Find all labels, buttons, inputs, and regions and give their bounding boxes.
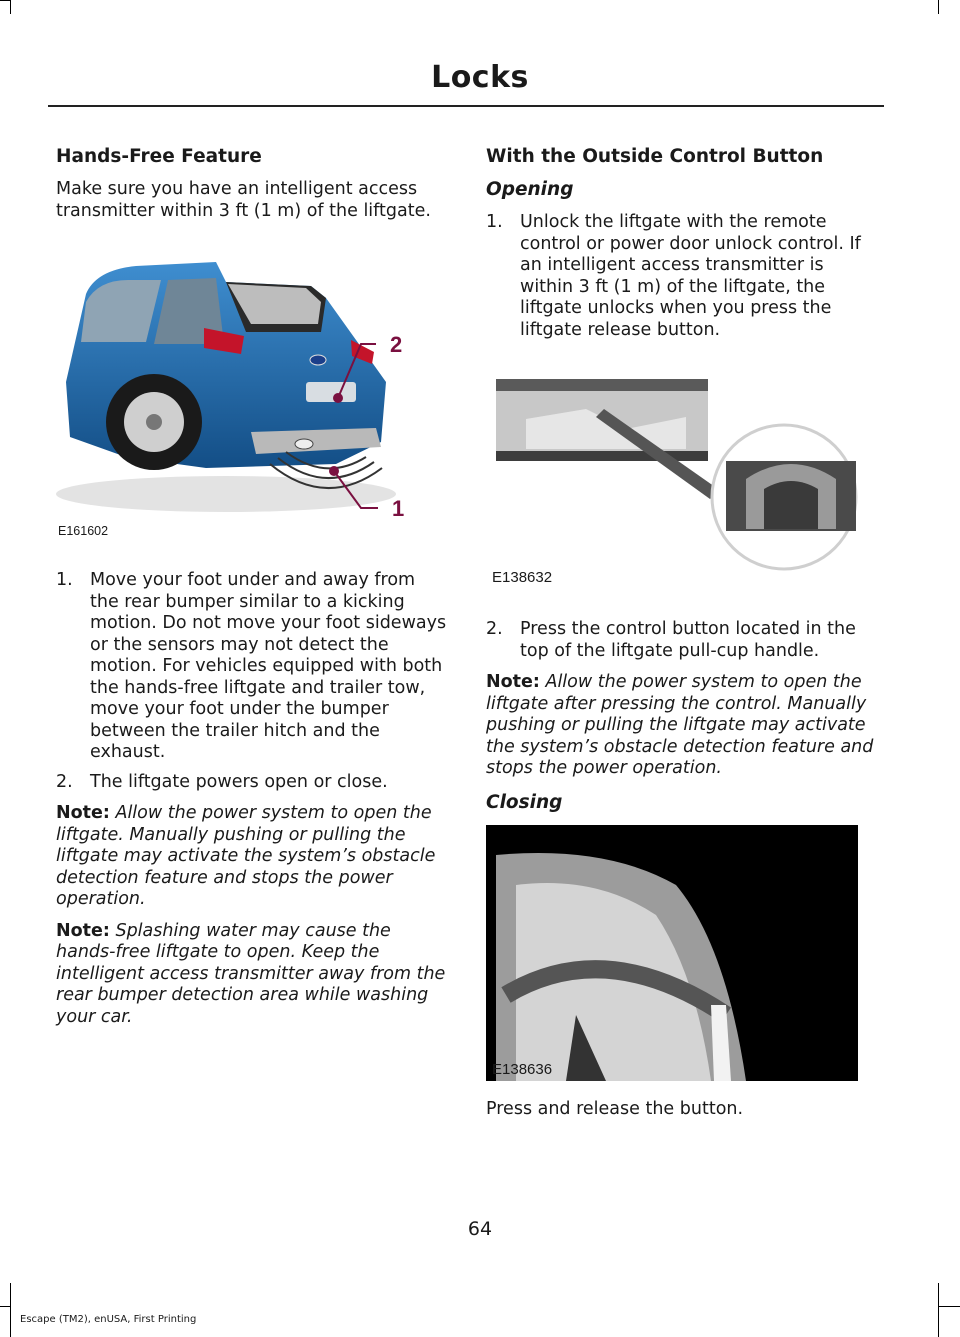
opening-steps-continued [486,619,880,662]
hands-free-steps [56,570,448,793]
right-column [486,146,880,1130]
section-heading-hands-free: Hands-Free Feature [56,146,262,167]
note-power-system: Note: Allow the power system to open the liftgate. Manually pushing or pulling the liftgate may activate the system’s obstacle detection feature and stops the power operation. [56,803,436,909]
subheading-opening: Opening [486,179,574,200]
opening-steps [486,212,880,341]
list-item: 2. The liftgate powers open or close. [56,771,388,792]
crop-mark [938,0,939,14]
crop-mark [10,1283,11,1337]
crop-mark [10,0,11,14]
list-item: 2. Press the control button located in the top of the liftgate pull-cup handle. [486,619,856,661]
liftgate-handle-illustration [486,369,880,603]
closing-button-illustration [486,825,858,1081]
figure-code: E138636 [492,1060,553,1078]
figure-hands-free-liftgate [56,232,448,554]
header-divider [48,105,884,107]
figure-code: E138632 [492,569,553,586]
figure-liftgate-button [486,369,880,603]
page-number: 64 [467,1218,493,1240]
note-outside-control: Note: Allow the power system to open the liftgate after pressing the control. Manually pushing or pulling the liftgate may activate the system’s obstacle detection feature and stops the power operation. [486,672,874,778]
crop-mark [938,1283,939,1337]
left-column [56,146,448,1038]
closing-instruction: Press and release the button. [486,1098,744,1119]
suv-rear-illustration [56,232,448,554]
list-item: 1. Move your foot under and away from the rear bumper similar to a kicking motion. Do not move your foot sideways or the sensors may not detect the motion. For vehicles equipped with both the hands-free liftgate and trailer tow, move your foot under the bumper between the trailer hitch and the exhaust. [56,570,447,762]
intro-paragraph: Make sure you have an intelligent access transmitter within 3 ft (1 m) of the liftgate. [56,179,431,221]
note-splashing-water: Note: Splashing water may cause the hands-free liftgate to open. Keep the intelligent access transmitter away from the rear bumper detection area while washing your car. [56,920,446,1027]
footer-text: Escape (TM2), enUSA, First Printing [20,1314,197,1325]
callout-number-2: 2 [390,332,403,357]
figure-code: E161602 [58,524,109,538]
crop-mark [939,1306,960,1307]
section-heading-outside-button: With the Outside Control Button [486,146,824,167]
list-item: 1. Unlock the liftgate with the remote control or power door unlock control. If an intelligent access transmitter is within 3 ft (1 m) of the liftgate, the liftgate unlocks when you press the liftgate release button. [486,212,861,340]
crop-mark [0,0,10,1]
figure-closing-button [486,825,858,1081]
subheading-closing: Closing [486,791,563,813]
page-title: Locks [431,60,529,95]
crop-mark [0,1306,10,1307]
callout-number-1: 1 [392,496,405,521]
